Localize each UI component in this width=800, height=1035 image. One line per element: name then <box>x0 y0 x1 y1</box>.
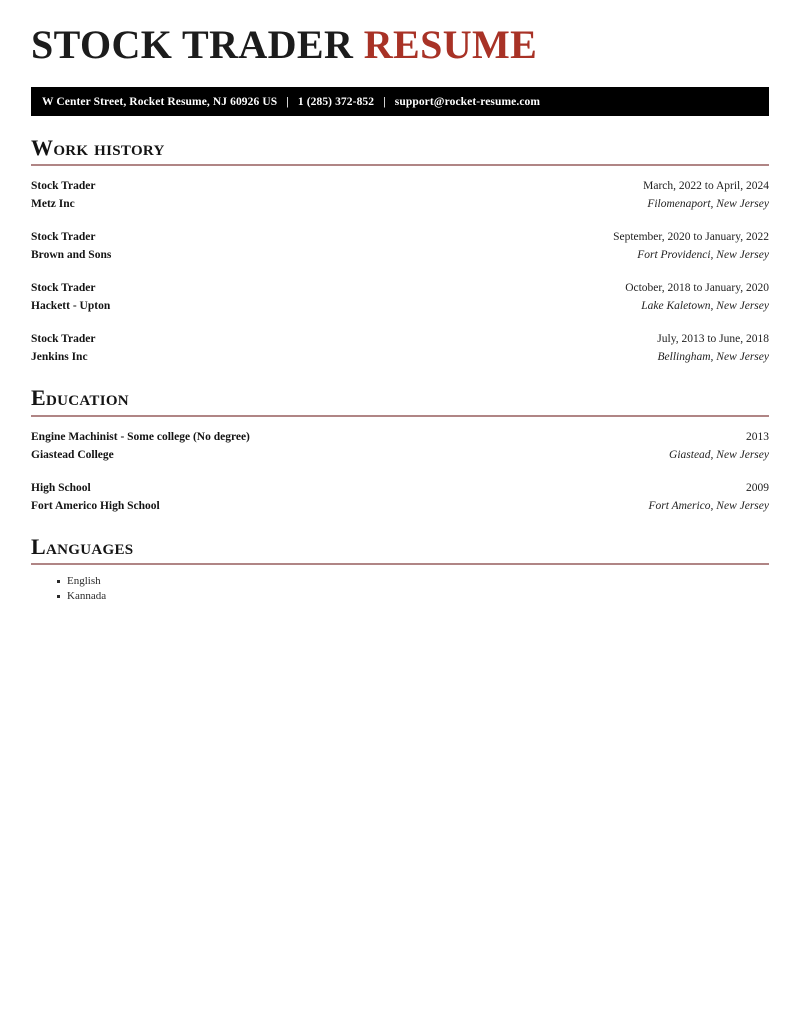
entry-row-title <box>31 330 769 348</box>
section-divider-education <box>31 415 769 417</box>
job-company: Hackett - Upton <box>31 300 111 313</box>
job-dates: July, 2013 to June, 2018 <box>657 333 769 346</box>
contact-phone: 1 (285) 372-852 <box>297 95 375 108</box>
job-location: Filomenaport, New Jersey <box>647 198 769 211</box>
entry-row-title <box>31 228 769 246</box>
entry-row-organization <box>31 497 769 515</box>
job-title: Stock Trader <box>31 282 96 295</box>
degree-title: Engine Machinist - Some college (No degree) <box>31 430 250 443</box>
section-divider-work-history <box>31 164 769 166</box>
contact-email: support@rocket-resume.com <box>394 95 541 108</box>
job-dates: October, 2018 to January, 2020 <box>625 282 769 295</box>
entry-row-organization <box>31 348 769 366</box>
section-heading-languages: Languages <box>31 533 134 559</box>
job-location: Lake Kaletown, New Jersey <box>641 300 769 313</box>
contact-separator-2: | <box>383 95 386 108</box>
job-company: Brown and Sons <box>31 249 112 262</box>
work-entry <box>31 330 769 366</box>
work-entry <box>31 228 769 264</box>
page-title <box>31 0 769 66</box>
job-company: Metz Inc <box>31 198 75 211</box>
section-education <box>31 386 769 514</box>
job-dates: March, 2022 to April, 2024 <box>643 180 769 193</box>
section-languages <box>31 535 769 604</box>
page-title-accent: RESUME <box>363 22 538 67</box>
entry-row-title <box>31 279 769 297</box>
section-work-history <box>31 136 769 366</box>
work-entry <box>31 279 769 315</box>
contact-bar <box>31 87 769 116</box>
job-title: Stock Trader <box>31 180 96 193</box>
page-title-primary: STOCK TRADER <box>31 22 354 67</box>
entry-row-organization <box>31 195 769 213</box>
entry-row-title <box>31 428 769 446</box>
contact-separator-1: | <box>286 95 289 108</box>
degree-year: 2009 <box>746 481 769 494</box>
work-history-entries <box>31 177 769 366</box>
school-name: Giastead College <box>31 448 114 461</box>
list-item: English <box>57 574 769 589</box>
languages-list <box>31 574 769 604</box>
degree-year: 2013 <box>746 430 769 443</box>
entry-row-organization <box>31 446 769 464</box>
education-entry <box>31 428 769 464</box>
section-heading-work-history: Work history <box>31 135 165 161</box>
job-title: Stock Trader <box>31 333 96 346</box>
entry-row-title <box>31 479 769 497</box>
entry-row-organization <box>31 297 769 315</box>
job-company: Jenkins Inc <box>31 351 88 364</box>
entry-row-organization <box>31 246 769 264</box>
education-entry <box>31 479 769 515</box>
entry-row-title <box>31 177 769 195</box>
work-entry <box>31 177 769 213</box>
list-item: Kannada <box>57 589 769 604</box>
section-divider-languages <box>31 563 769 565</box>
job-location: Fort Providenci, New Jersey <box>637 249 769 262</box>
education-entries <box>31 428 769 515</box>
section-heading-education: Education <box>31 385 129 411</box>
school-name: Fort Americo High School <box>31 499 160 512</box>
degree-title: High School <box>31 481 91 494</box>
job-location: Bellingham, New Jersey <box>657 351 769 364</box>
contact-address: W Center Street, Rocket Resume, NJ 60926 US <box>42 95 278 108</box>
job-title: Stock Trader <box>31 231 96 244</box>
job-dates: September, 2020 to January, 2022 <box>613 231 769 244</box>
school-location: Giastead, New Jersey <box>669 448 769 461</box>
school-location: Fort Americo, New Jersey <box>648 499 769 512</box>
